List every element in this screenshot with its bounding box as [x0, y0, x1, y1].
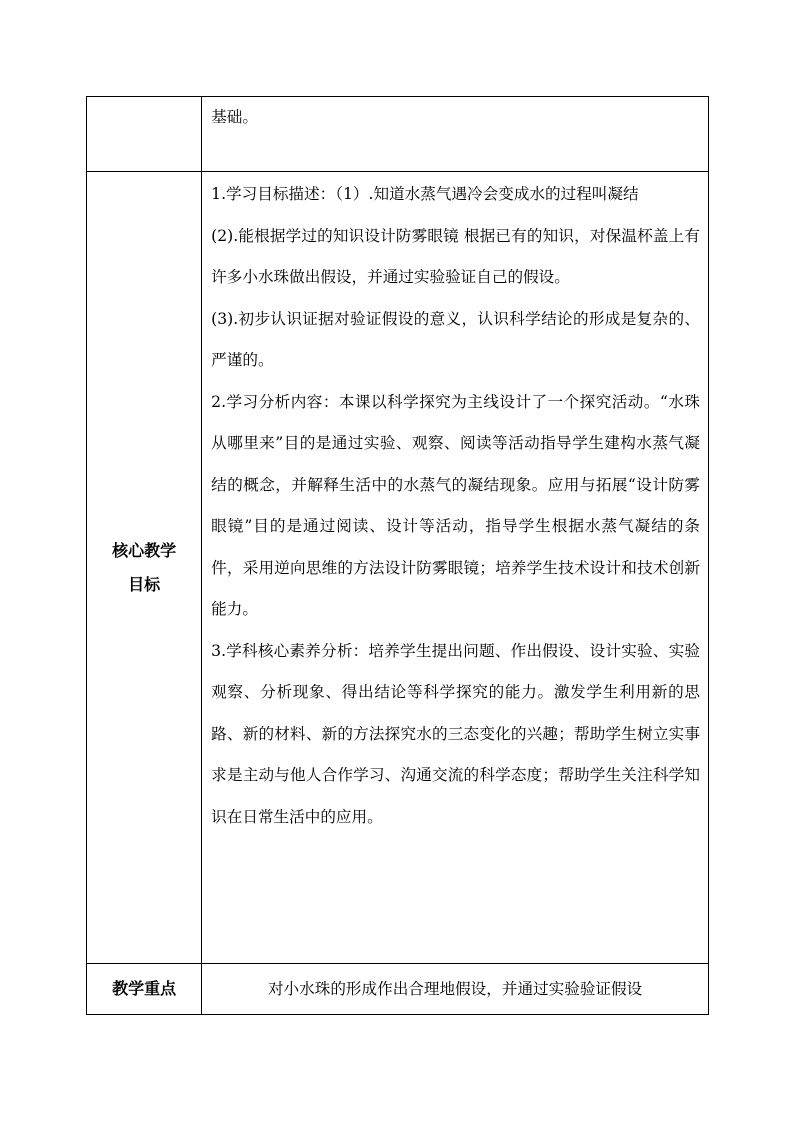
paragraph: (2).能根据学过的知识设计防雾眼镜 根据已有的知识，对保温杯盖上有许多小水珠做出假设，并通过实验验证自己的假设。 — [211, 226, 700, 286]
row-label-cell — [87, 97, 202, 172]
lesson-plan-table — [86, 96, 709, 1015]
teaching-focus-label: 教学重点 — [87, 964, 202, 1015]
table-row — [87, 97, 709, 172]
continuation-text: 基础。 — [211, 108, 258, 126]
teaching-focus-content: 对小水珠的形成作出合理地假设，并通过实验验证假设 — [202, 964, 709, 1015]
core-objectives-label — [87, 172, 202, 964]
label-line: 核心教学 — [112, 540, 177, 560]
label-line: 目标 — [128, 574, 161, 594]
paragraph: 2.学习分析内容：本课以科学探究为主线设计了一个探究活动。“水珠从哪里来”目的是通过实验、观察、阅读等活动指导学生建构水蒸气凝结的概念，并解释生活中的水蒸气的凝结现象。应用与拓展“设计防雾眼镜”目的是通过阅读、设计等活动，指导学生根据水蒸气凝结的条件，采用逆向思维的方法设计防雾眼镜；培养学生技术设计和技术创新能力。 — [211, 392, 700, 618]
table-row — [87, 172, 709, 964]
core-objectives-content — [202, 172, 709, 964]
row-content-cell — [202, 97, 709, 172]
paragraph: (3).初步认识证据对验证假设的意义，认识科学结论的形成是复杂的、严谨的。 — [211, 309, 700, 369]
paragraph: 3.学科核心素养分析：培养学生提出问题、作出假设、设计实验、实验观察、分析现象、得出结论等科学探究的能力。激发学生利用新的思路、新的材料、新的方法探究水的三态变化的兴趣；帮助学生树立实事求是主动与他人合作学习、沟通交流的科学态度；帮助学生关注科学知识在日常生活中的应用。 — [211, 641, 700, 826]
paragraph: 1.学习目标描述：（1）.知道水蒸气遇冷会变成水的过程叫凝结 — [211, 185, 639, 203]
table-row — [87, 964, 709, 1015]
